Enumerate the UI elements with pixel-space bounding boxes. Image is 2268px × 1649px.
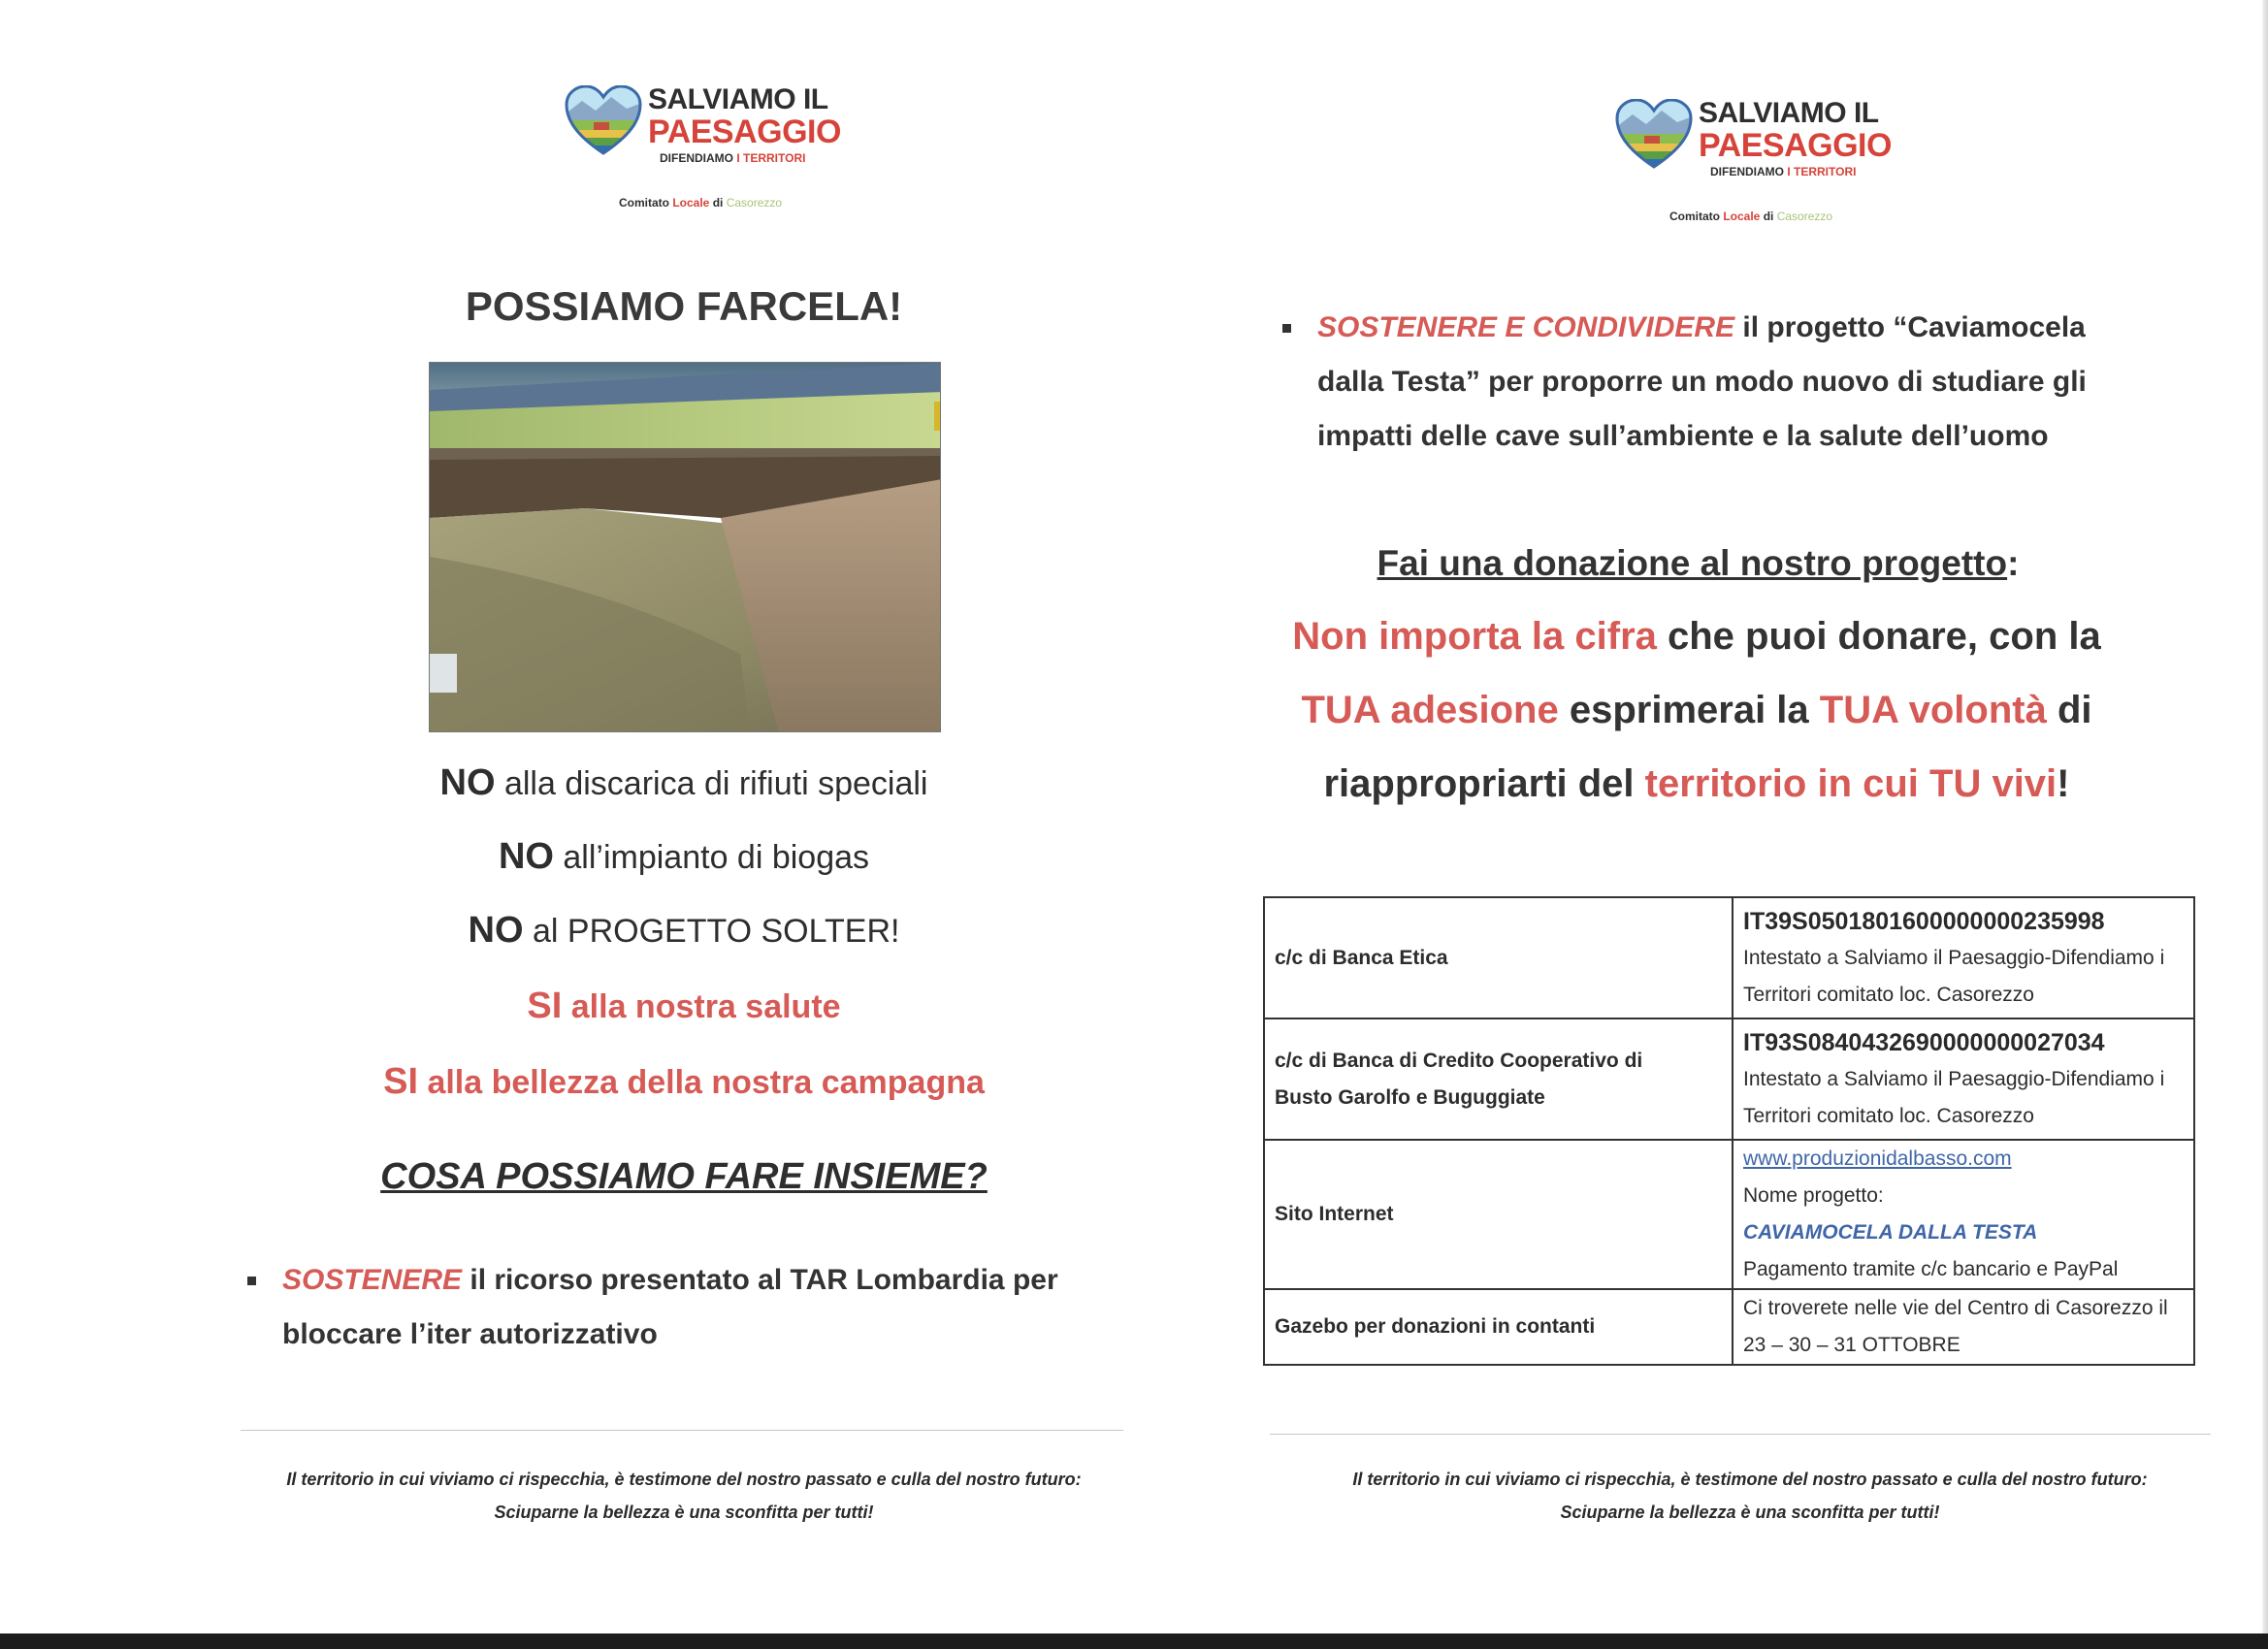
row-label: Gazebo per donazioni in contanti bbox=[1264, 1289, 1733, 1365]
footer-divider bbox=[241, 1430, 1123, 1431]
bullet-dot bbox=[1282, 324, 1291, 333]
bullet-dot bbox=[247, 1277, 256, 1285]
logo-line2: PAESAGGIO bbox=[648, 113, 841, 150]
page-title: POSSIAMO FARCELA! bbox=[465, 283, 903, 329]
logo-line1: SALVIAMO IL bbox=[1699, 97, 1879, 129]
row-value: IT93S0840432690000000027034 Intestato a Salviamo il Paesaggio-Difendiamo i Territori comitato loc. Casorezzo bbox=[1733, 1018, 2194, 1140]
table-row bbox=[1264, 897, 2194, 1018]
bullet-tar: SOSTENERE il ricorso presentato al TAR Lombardia per bloccare l’iter autorizzativo bbox=[282, 1253, 1122, 1362]
iban: IT39S0501801600000000235998 bbox=[1743, 907, 2105, 935]
donation-table bbox=[1263, 896, 2195, 1366]
logo-committee: Comitato Locale di Casorezzo bbox=[1669, 210, 1833, 223]
donation-title: Fai una donazione al nostro progetto: bbox=[1377, 543, 2020, 583]
logo bbox=[565, 83, 841, 210]
table-row bbox=[1264, 1018, 2194, 1140]
table-row bbox=[1264, 1289, 2194, 1365]
bullet-caviamocela: SOSTENERE E CONDIVIDERE il progetto “Caviamocela dalla Testa” per proporre un modo nuovo di studiare gli impatti delle cave sull’ambiente e la salute dell’uomo bbox=[1317, 301, 2208, 464]
donation-text: Non importa la cifra che puoi donare, con la TUA adesione esprimerai la TUA volontà di riappropriarti del territorio in cui TU vivi! bbox=[1292, 615, 2101, 805]
table-row bbox=[1264, 1140, 2194, 1289]
landfill-photo bbox=[429, 362, 941, 732]
question-heading: COSA POSSIAMO FARE INSIEME? bbox=[380, 1156, 988, 1197]
logo-line3: DIFENDIAMO I TERRITORI bbox=[660, 151, 806, 165]
logo-line2: PAESAGGIO bbox=[1699, 127, 1892, 164]
no-line-1: NO alla discarica di rifiuti speciali bbox=[439, 762, 928, 803]
row-value: Ci troverete nelle vie del Centro di Casorezzo il 23 – 30 – 31 OTTOBRE bbox=[1733, 1289, 2194, 1365]
footer-divider bbox=[1270, 1434, 2211, 1435]
si-line-1: SI alla nostra salute bbox=[527, 986, 841, 1026]
website-link[interactable]: www.produzionidalbasso.com bbox=[1743, 1148, 2012, 1170]
iban: IT93S0840432690000000027034 bbox=[1743, 1028, 2105, 1056]
row-value: IT39S0501801600000000235998 Intestato a Salviamo il Paesaggio-Difendiamo i Territori comitato loc. Casorezzo bbox=[1733, 897, 2194, 1018]
row-label: Sito Internet bbox=[1264, 1140, 1733, 1289]
no-line-2: NO all’impianto di biogas bbox=[498, 836, 870, 877]
heart-landscape-icon bbox=[565, 85, 642, 155]
footer-quote: Il territorio in cui viviamo ci rispecchia, è testimone del nostro passato e culla del nostro futuro: Sciuparne la bellezza è una sconfitta per tutti! bbox=[286, 1470, 1082, 1522]
si-line-2: SI alla bellezza della nostra campagna bbox=[383, 1061, 985, 1102]
logo bbox=[1615, 97, 1892, 223]
no-line-3: NO al PROGETTO SOLTER! bbox=[468, 910, 900, 951]
left-page bbox=[0, 0, 1134, 1633]
scan-edge-right bbox=[2262, 0, 2268, 1649]
quarry-image bbox=[430, 363, 941, 732]
logo-line1: SALVIAMO IL bbox=[648, 83, 828, 115]
scan-edge-bottom bbox=[0, 1633, 2268, 1649]
logo-line3: DIFENDIAMO I TERRITORI bbox=[1710, 165, 1857, 178]
footer-quote: Il territorio in cui viviamo ci rispecchia, è testimone del nostro passato e culla del nostro futuro: Sciuparne la bellezza è una sconfitta per tutti! bbox=[1352, 1470, 2148, 1522]
right-page bbox=[1134, 0, 2262, 1633]
project-name: CAVIAMOCELA DALLA TESTA bbox=[1743, 1221, 2038, 1244]
row-value: www.produzionidalbasso.com Nome progetto: CAVIAMOCELA DALLA TESTA Pagamento tramite c/c bancario e PayPal bbox=[1733, 1140, 2194, 1289]
row-label: c/c di Banca Etica bbox=[1264, 897, 1733, 1018]
row-label: c/c di Banca di Credito Cooperativo di Busto Garolfo e Buguggiate bbox=[1264, 1018, 1733, 1140]
heart-landscape-icon bbox=[1615, 99, 1693, 169]
logo-committee: Comitato Locale di Casorezzo bbox=[619, 196, 783, 210]
